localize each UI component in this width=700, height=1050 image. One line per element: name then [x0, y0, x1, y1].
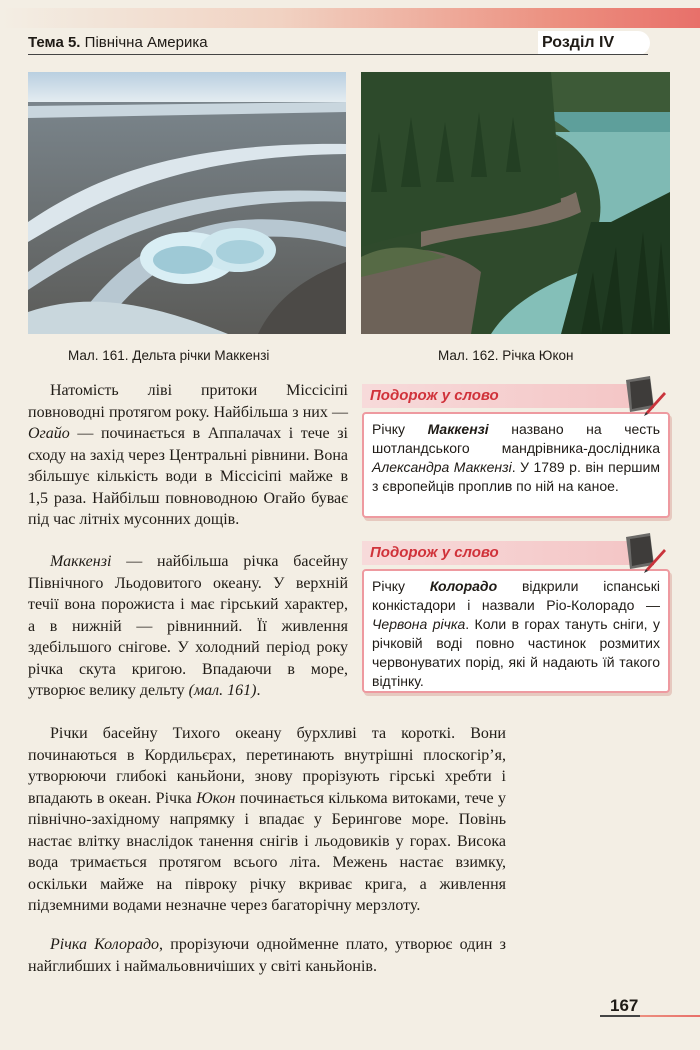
text-run: . [256, 682, 261, 699]
term-yukon: Юкон [196, 789, 236, 807]
text-run: . Коли в горах тануть сніги, у річковій воді повно частинок розмитих червонуватих порід, які й надають їй такого відтінку. [372, 616, 660, 689]
paragraph-pacific-rivers [28, 723, 506, 917]
paragraph-mackenzie [28, 551, 348, 702]
box-title: Подорож у слово [362, 384, 632, 408]
text-run: названо на честь шотландського мандрівника-дослідника [372, 421, 661, 456]
paragraph-ohio [28, 380, 348, 531]
text-run: починається кількома витоками, тече у північно-західному напрямку і впадає у Берингове море. Повінь настає влітку внаслідок танення снігів і льодовиків у горах. Висока вода тримається протягом всього літа. Межень настає взимку, оскільки майже на півроку річку вкриває крига, а живлення підземними водами незначне через багаторічну мерзлоту. [28, 789, 507, 914]
figure-reference: (мал. 161) [188, 682, 257, 699]
page-number: 167 [610, 996, 639, 1015]
term-ohio: Огайо [28, 425, 70, 442]
term-mackenzie: Маккензі [427, 421, 489, 437]
box-title: Подорож у слово [362, 541, 632, 565]
text-run: відкрили іспанські конкістадори і назвали Ріо-Колорадо — [372, 578, 660, 613]
section-label: Розділ IV [538, 31, 650, 55]
box-body [362, 412, 670, 518]
text-run: Річку [372, 578, 406, 594]
topic-name: Північна Америка [84, 34, 208, 51]
header-band [0, 8, 700, 28]
header-rule [28, 54, 648, 55]
caption-fig-161: Мал. 161. Дельта річки Маккензі [68, 348, 270, 363]
text-run: Річки басейну Тихого океану бурхливі та короткі. Вони починаються в Кордильєрах, перетинають внутрішні плоскогір’я, утворюючи глибокі каньйони, знову прорізують гірські хребти і впадають в океан. Річка [28, 725, 506, 807]
term-colorado: Колорадо [429, 578, 498, 594]
photo-yukon-river [361, 72, 670, 334]
text-run: — найбільша річка басейну Північного Льодовитого океану. У верхній течії вона порожиста і має гірський характер, а в нижній — рівнинний. Її живлення здебільшого снігове. У холодний період року річка скута кригою. Впадаючи в море, утворює велику дельту [28, 553, 348, 699]
text-run: Річку [372, 421, 406, 437]
book-pen-icon [620, 531, 668, 573]
photo-mackenzie-delta [28, 72, 346, 334]
topic-number: Тема 5. [28, 34, 81, 51]
word-box-colorado [362, 541, 670, 693]
person-name: Александра Маккензі [372, 459, 512, 475]
text-run: , прорізуючи однойменне плато, утворює один з найглибших і наймальовничіших у світі каньйонів. [28, 936, 506, 975]
page-header [0, 30, 700, 56]
text-run: Натомість ліві притоки Міссісіпі повноводні протягом року. Найбільша з них — [28, 382, 348, 421]
word-box-mackenzie [362, 384, 670, 518]
text-run: — починається в Аппалачах і тече зі сходу на захід через Центральні рівнини. Вона збільшує кількість води в Міссісіпі майже в 1,5 раза. Найбільш повноводною Огайо буває під час літніх мусонних дощів. [28, 425, 348, 528]
term-mackenzie: Маккензі [50, 553, 112, 570]
text-run: . У 1789 р. він першим з європейців проплив по ній на каное. [372, 459, 660, 494]
translation: Червона річка [372, 616, 466, 632]
footer-rule [600, 1015, 700, 1017]
term-colorado: Річка Колорадо [50, 936, 160, 953]
caption-fig-162: Мал. 162. Річка Юкон [438, 348, 574, 363]
box-body [362, 569, 670, 693]
topic-title [28, 34, 208, 51]
paragraph-colorado [28, 934, 506, 977]
book-pen-icon [620, 374, 668, 416]
